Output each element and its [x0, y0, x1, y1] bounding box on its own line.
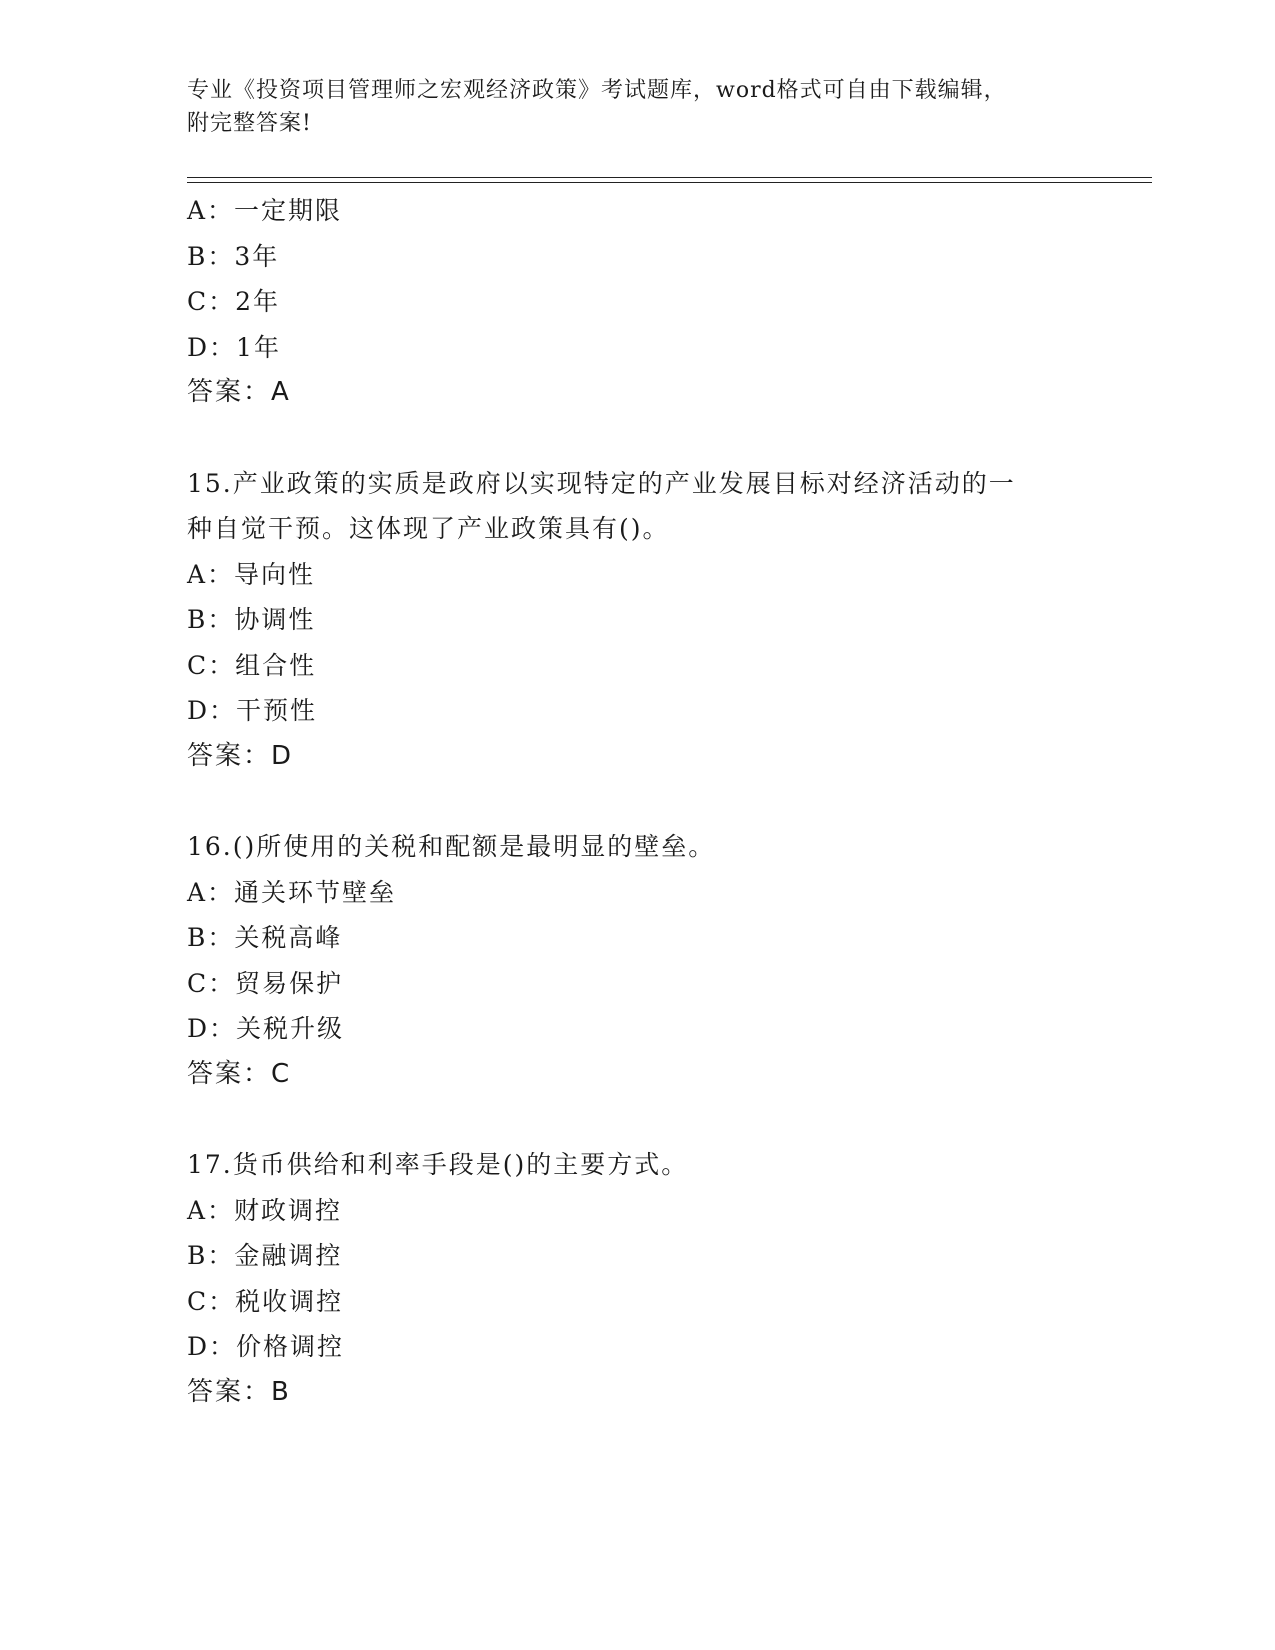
document-header — [187, 74, 1087, 140]
question-list — [187, 188, 1087, 1415]
option-a: A：财政调控 — [187, 1195, 343, 1225]
option-d: D：干预性 — [187, 696, 318, 725]
header-divider-bottom — [187, 182, 1152, 183]
option-a: A：通关环节壁垒 — [187, 877, 397, 907]
question-text-line-1: 16.()所使用的关税和配额是最明显的壁垒。 — [187, 832, 716, 861]
spacer — [187, 1097, 1087, 1142]
header-divider-top — [187, 177, 1152, 178]
answer-line: 答案：B — [187, 1376, 291, 1407]
question-block-15 — [187, 461, 1087, 780]
question-text-line-1: 17.货币供给和利率手段是()的主要方式。 — [187, 1150, 689, 1179]
spacer — [187, 779, 1087, 824]
option-c: C：2年 — [187, 287, 281, 316]
question-block-17 — [187, 1142, 1087, 1415]
question-block-16 — [187, 824, 1087, 1097]
spacer — [187, 416, 1087, 461]
option-c: C：组合性 — [187, 650, 317, 680]
option-a: A：导向性 — [187, 559, 316, 589]
question-text-line-1: 15.产业政策的实质是政府以实现特定的产业发展目标对经济活动的一 — [187, 468, 1016, 498]
header-line-1: 专业《投资项目管理师之宏观经济政策》考试题库，word格式可自由下载编辑， — [187, 78, 1007, 103]
option-b: B：金融调控 — [187, 1241, 343, 1270]
question-text-line-2: 种自觉干预。这体现了产业政策具有()。 — [187, 514, 670, 543]
option-a: A：一定期限 — [187, 196, 343, 225]
option-c: C：税收调控 — [187, 1286, 344, 1316]
answer-line: 答案：A — [187, 377, 291, 407]
option-b: B：3年 — [187, 241, 280, 271]
option-b: B：协调性 — [187, 605, 316, 634]
question-block-14 — [187, 188, 1087, 416]
answer-line: 答案：D — [187, 740, 294, 771]
header-line-2: 附完整答案! — [187, 111, 312, 136]
option-b: B：关税高峰 — [187, 923, 343, 952]
option-d: D：关税升级 — [187, 1014, 345, 1043]
option-d: D：价格调控 — [187, 1332, 345, 1361]
option-c: C：贸易保护 — [187, 968, 344, 998]
option-d: D：1年 — [187, 332, 281, 362]
answer-line: 答案：C — [187, 1058, 292, 1089]
